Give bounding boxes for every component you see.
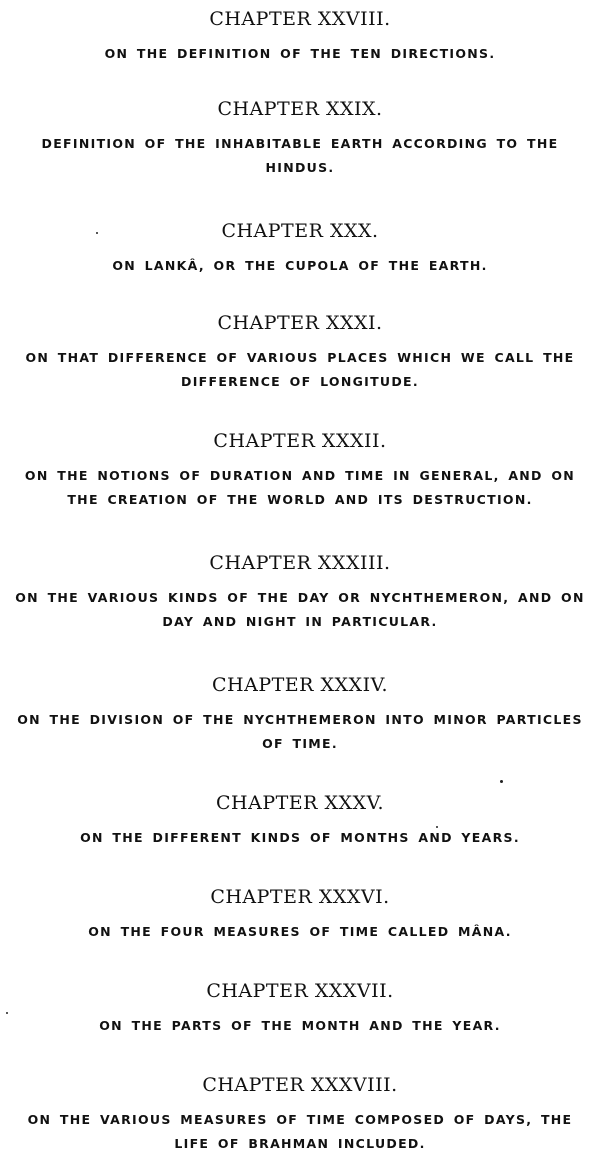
chapter-32	[0, 430, 600, 512]
chapter-heading: CHAPTER XXXIII.	[209, 552, 391, 574]
chapter-description: ON LANKÂ, OR THE CUPOLA OF THE EARTH.	[112, 258, 488, 273]
chapter-description: DEFINITION OF THE INHABITABLE EARTH ACCORDING TO THE HINDUS.	[41, 136, 559, 175]
chapter-description: ON THE PARTS OF THE MONTH AND THE YEAR.	[99, 1018, 501, 1033]
chapter-heading: CHAPTER XXXVII.	[206, 980, 394, 1002]
chapter-description: ON THE DEFINITION OF THE TEN DIRECTIONS.	[104, 46, 496, 61]
chapter-38	[0, 1074, 600, 1156]
ink-speck	[96, 232, 98, 234]
chapter-29	[0, 98, 600, 180]
chapter-heading: CHAPTER XXXV.	[215, 792, 385, 814]
chapter-heading: CHAPTER XXXVI.	[210, 886, 390, 908]
chapter-description: ON THE DIFFERENT KINDS OF MONTHS AND YEARS.	[80, 830, 520, 845]
ink-speck	[436, 826, 438, 828]
ink-speck	[6, 1012, 8, 1014]
chapter-30	[0, 220, 600, 278]
chapter-description: ON THE DIVISION OF THE NYCHTHEMERON INTO MINOR PARTICLES OF TIME.	[17, 712, 583, 751]
chapter-description: ON THE VARIOUS KINDS OF THE DAY OR NYCHTHEMERON, AND ON DAY AND NIGHT IN PARTICULAR.	[15, 590, 585, 629]
chapter-heading: CHAPTER XXX.	[221, 220, 379, 242]
chapter-heading: CHAPTER XXVIII.	[209, 8, 391, 30]
chapter-description: ON THE NOTIONS OF DURATION AND TIME IN GENERAL, AND ON THE CREATION OF THE WORLD AND ITS DESTRUCTION.	[24, 468, 576, 507]
chapter-description: ON THAT DIFFERENCE OF VARIOUS PLACES WHICH WE CALL THE DIFFERENCE OF LONGITUDE.	[25, 350, 575, 389]
chapter-28	[0, 8, 600, 66]
chapter-heading: CHAPTER XXXI.	[217, 312, 383, 334]
chapter-heading: CHAPTER XXXII.	[213, 430, 387, 452]
chapter-description: ON THE FOUR MEASURES OF TIME CALLED MÂNA.	[88, 924, 512, 939]
ink-speck	[500, 780, 503, 783]
chapter-33	[0, 552, 600, 634]
chapter-35	[0, 792, 600, 850]
chapter-31	[0, 312, 600, 394]
chapter-heading: CHAPTER XXXVIII.	[202, 1074, 398, 1096]
chapter-heading: CHAPTER XXIX.	[217, 98, 383, 120]
chapter-36	[0, 886, 600, 944]
chapter-description: ON THE VARIOUS MEASURES OF TIME COMPOSED OF DAYS, THE LIFE OF BRAHMAN INCLUDED.	[27, 1112, 573, 1151]
chapter-34	[0, 674, 600, 756]
chapter-37	[0, 980, 600, 1038]
chapter-heading: CHAPTER XXXIV.	[211, 674, 389, 696]
